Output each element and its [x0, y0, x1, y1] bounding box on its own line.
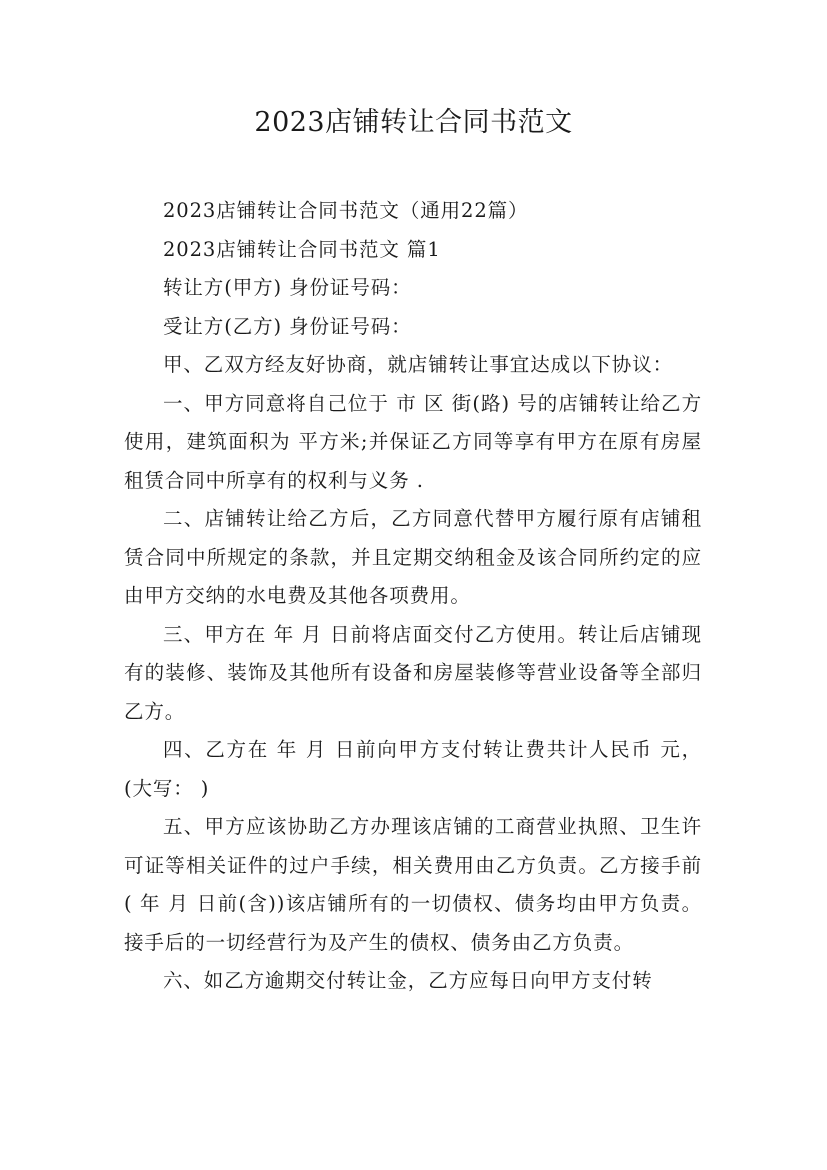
document-title: 2023店铺转让合同书范文	[254, 107, 573, 138]
paragraph-clause-3: 三、甲方在 年 月 日前将店面交付乙方使用。转让后店铺现有的装修、装饰及其他所有设备和房屋装修等营业设备等全部归乙方。	[124, 622, 702, 723]
document-body	[124, 192, 702, 1001]
paragraph-clause-6: 六、如乙方逾期交付转让金，乙方应每日向甲方支付转	[163, 969, 653, 992]
paragraph-agreement-intro: 甲、乙双方经友好协商，就店铺转让事宜达成以下协议：	[163, 353, 674, 376]
paragraph-clause-2: 二、店铺转让给乙方后，乙方同意代替甲方履行原有店铺租赁合同中所规定的条款，并且定期交纳租金及该合同所约定的应由甲方交纳的水电费及其他各项费用。	[124, 507, 702, 607]
paragraph-transferor: 转让方(甲方) 身份证号码：	[163, 276, 412, 299]
paragraph-clause-4: 四、乙方在 年 月 日前向甲方支付转让费共计人民币 元，(大写： )	[124, 738, 702, 800]
paragraph-transferee: 受让方(乙方) 身份证号码：	[163, 314, 412, 338]
paragraph-subtitle: 2023店铺转让合同书范文（通用22篇）	[163, 199, 529, 222]
paragraph-clause-5: 五、甲方应该协助乙方办理该店铺的工商营业执照、卫生许可证等相关证件的过户手续，相关费用由乙方负责。乙方接手前( 年 月 日前(含))该店铺所有的一切债权、债务均由甲方负责。接手后的一切经营行为及产生的债权、债务由乙方负责。	[124, 815, 702, 954]
paragraph-clause-1: 一、甲方同意将自己位于 市 区 街(路) 号的店铺转让给乙方使用，建筑面积为 平方米;并保证乙方同等享有甲方在原有房屋租赁合同中所享有的权利与义务 .	[124, 391, 702, 492]
paragraph-section-heading: 2023店铺转让合同书范文 篇1	[163, 237, 441, 261]
